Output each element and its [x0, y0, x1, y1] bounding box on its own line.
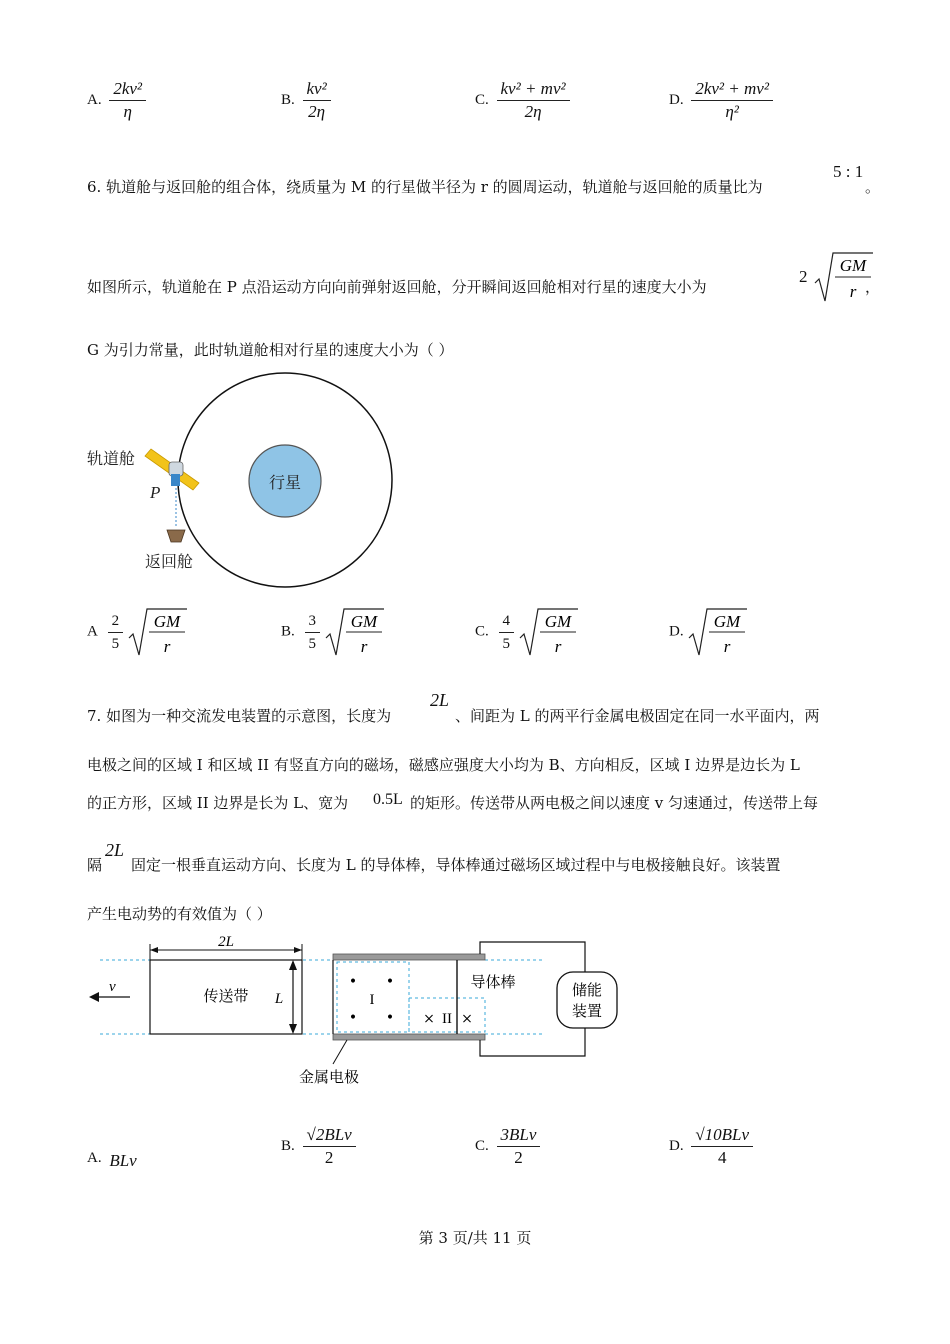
svg-text:储能: 储能	[571, 981, 603, 999]
dim-arrow-right-icon	[294, 947, 302, 953]
dim-arrow-down-icon	[289, 1024, 297, 1034]
sqrt-sign-icon	[518, 606, 580, 658]
q7-line3b: 的矩形。传送带从两电极之间以速度 v 匀速通过，传送带上每	[410, 794, 819, 812]
generator-figure	[85, 932, 625, 1092]
q7-option-b: B. $\frac{\text{√2BLv}}{2}$	[281, 1124, 356, 1169]
svg-text:GM: GM	[153, 612, 181, 631]
svg-text:r: r	[360, 637, 368, 656]
svg-text:GM: GM	[839, 256, 866, 275]
q7-option-a: A. BLv	[87, 1150, 137, 1170]
top-electrode	[333, 954, 485, 960]
q7-line5: 产生电动势的有效值为（ ）	[87, 905, 272, 923]
svg-text:r: r	[554, 637, 562, 656]
electrode-label: 金属电极	[298, 1068, 360, 1086]
q5-option-d: D. $\frac{\text{2kv² + mv²}}{\text{η²}}$	[669, 78, 773, 123]
dim-arrow-up-icon	[289, 960, 297, 970]
svg-text:•: •	[348, 974, 358, 990]
svg-text:r: r	[163, 637, 171, 656]
q6-speed-formula: 2 GM r	[799, 249, 875, 305]
top-dimension-label: 2L	[218, 934, 234, 950]
orbit-figure	[85, 370, 405, 595]
svg-text:•: •	[348, 1010, 358, 1026]
svg-text:×: ×	[423, 1011, 435, 1027]
capsule-label: 返回舱	[145, 552, 194, 571]
q5-option-a: A. $\frac{\text{2kv²}}{\eta}$	[87, 78, 146, 123]
q6-option-a: A $\frac{2}{5}$ GM r	[87, 606, 189, 658]
velocity-arrow-icon	[89, 992, 99, 1002]
svg-text:装置: 装置	[571, 1002, 603, 1020]
svg-text:•: •	[385, 974, 395, 990]
q7-line1a: 7. 如图为一种交流发电装置的示意图，长度为	[87, 707, 392, 725]
q7-line4a: 隔	[87, 856, 103, 874]
q7-line3a: 的正方形，区域 II 边界是长为 L、宽为	[87, 794, 349, 812]
q7-gap-val: 2L	[105, 840, 125, 860]
sqrt-sign-icon	[324, 606, 386, 658]
point-p-label: P	[150, 483, 161, 502]
svg-text:GM: GM	[714, 612, 741, 631]
q6-option-d: D. GM r	[669, 606, 749, 658]
svg-text:GM: GM	[544, 612, 571, 631]
svg-text:•: •	[385, 1010, 395, 1026]
svg-text:×: ×	[461, 1011, 473, 1027]
region-1-label: I	[369, 992, 375, 1008]
q5-option-c: C. $\frac{\text{kv² + mv²}}{2\eta}$	[475, 78, 570, 123]
svg-text:r: r	[724, 637, 731, 656]
rod-label: 导体棒	[470, 973, 516, 991]
q6-line2-end: ，	[865, 278, 881, 296]
q7-width-val: 0.5L	[373, 791, 403, 808]
q5-option-b: B. $\frac{\text{kv²}}{2\eta}$	[281, 78, 331, 123]
sqrt-sign-icon	[687, 606, 749, 658]
orbiter-label: 轨道舱	[87, 449, 136, 468]
velocity-label: v	[109, 979, 116, 995]
q7-line4b: 固定一根垂直运动方向、长度为 L 的导体棒，导体棒通过磁场区域过程中与电极接触良好。该装置	[131, 856, 781, 874]
svg-text:r: r	[849, 282, 856, 301]
q7-option-d: D. $\frac{\text{√10BLv}}{4}$	[669, 1124, 753, 1169]
q6-line3: G 为引力常量，此时轨道舱相对行星的速度大小为（ ）	[87, 341, 454, 359]
q7-line2: 电极之间的区域 I 和区域 II 有竖直方向的磁场，磁感应强度大小均为 B、方向相反，区域 I 边界是边长为 L	[87, 756, 800, 774]
page-footer: 第 3 页/共 11 页	[418, 1229, 532, 1247]
q6-line1-end: 。	[865, 178, 881, 196]
dim-arrow-left-icon	[150, 947, 158, 953]
planet-label: 行星	[268, 473, 302, 492]
bottom-electrode	[333, 1034, 485, 1040]
q7-option-c: C. $\frac{\text{3BLv}}{2}$	[475, 1124, 540, 1169]
q6-line2: 如图所示，轨道舱在 P 点沿运动方向向前弹射返回舱，分开瞬间返回舱相对行星的速度大小为	[87, 278, 707, 296]
capsule-icon	[167, 530, 185, 542]
q7-len1: 2L	[430, 690, 450, 710]
q6-line1: 6. 轨道舱与返回舱的组合体，绕质量为 M 的行星做半径为 r 的圆周运动，轨道舱与返回舱的质量比为	[87, 178, 763, 196]
sqrt-sign-icon	[127, 606, 189, 658]
region-2-label: II	[442, 1011, 452, 1027]
q7-line1b: 、间距为 L 的两平行金属电极固定在同一水平面内，两	[455, 707, 820, 725]
q6-option-c: C. $\frac{4}{5}$ GM r	[475, 606, 580, 658]
q6-ratio: 5 : 1	[833, 162, 864, 181]
belt-label: 传送带	[203, 987, 249, 1005]
svg-text:GM: GM	[350, 612, 377, 631]
side-dimension-label: L	[274, 991, 284, 1007]
q6-option-b: B. $\frac{3}{5}$ GM r	[281, 606, 386, 658]
